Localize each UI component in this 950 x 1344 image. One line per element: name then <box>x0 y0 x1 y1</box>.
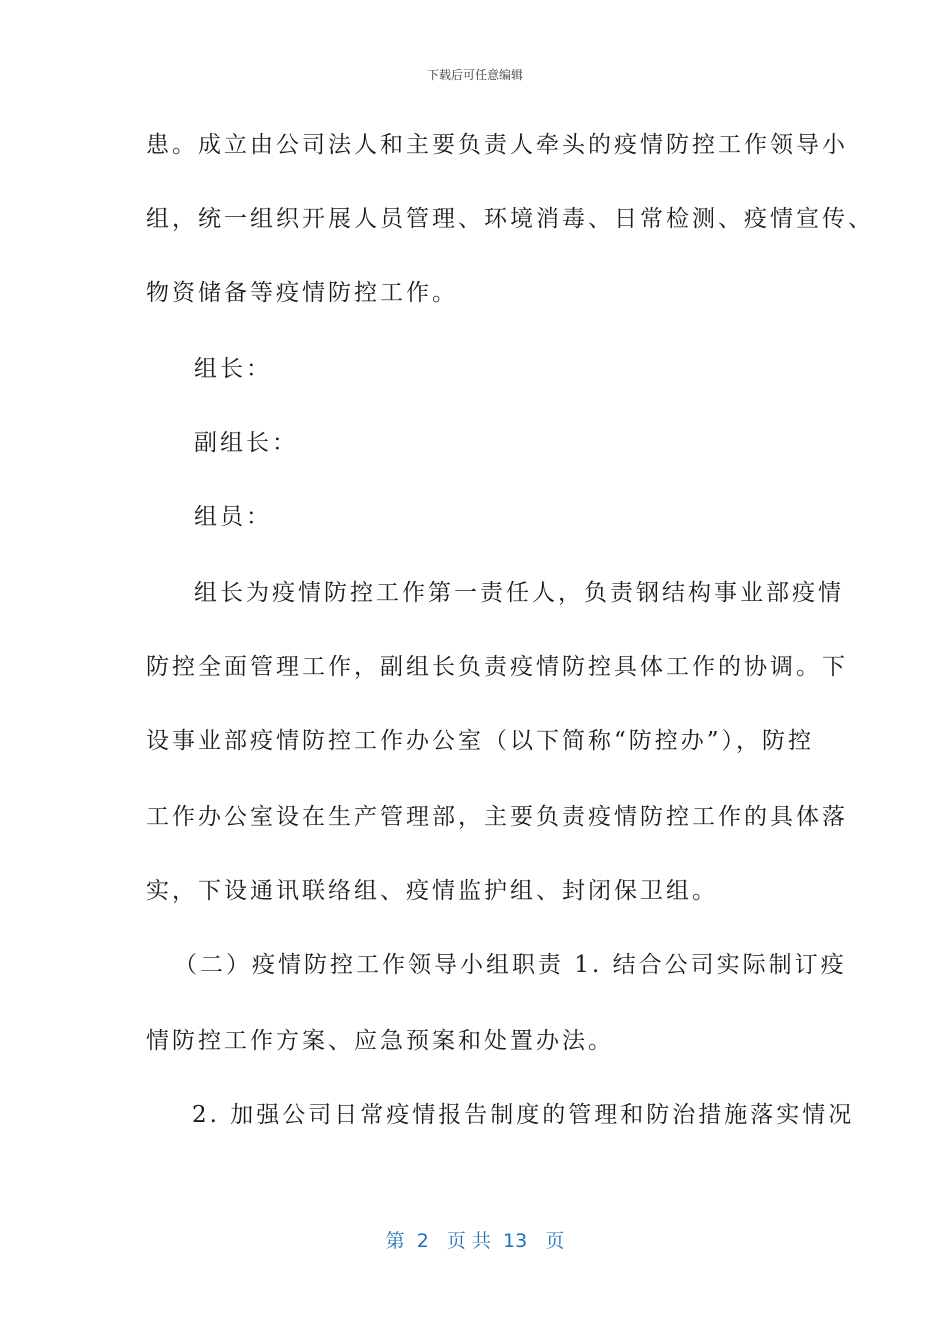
paragraph-line: 情防控工作方案、应急预案和处置办法。 <box>146 1028 614 1054</box>
deputy-leader-label: 副组长： <box>194 430 298 456</box>
paragraph-line: 设事业部疫情防控工作办公室（以下简称“防控办”），防控 <box>146 728 815 754</box>
paragraph-line: 实，下设通讯联络组、疫情监护组、封闭保卫组。 <box>146 878 718 904</box>
paragraph-line: 防控全面管理工作，副组长负责疫情防控具体工作的协调。下 <box>146 654 848 680</box>
members-label: 组员： <box>194 504 272 530</box>
team-leader-label: 组长： <box>194 356 272 382</box>
page-header: 下载后可任意编辑 <box>426 68 523 82</box>
paragraph-line: 2. 加强公司日常疫情报告制度的管理和防治措施落实情况 <box>192 1102 855 1128</box>
section-heading-line: （二）疫情防控工作领导小组职责 1. 结合公司实际制订疫 <box>174 952 847 978</box>
paragraph-line: 组长为疫情防控工作第一责任人，负责钢结构事业部疫情 <box>194 580 844 606</box>
paragraph-line: 组，统一组织开展人员管理、环境消毒、日常检测、疫情宣传、 <box>146 206 874 232</box>
paragraph-line: 物资储备等疫情防控工作。 <box>146 280 458 306</box>
paragraph-line: 患。成立由公司法人和主要负责人牵头的疫情防控工作领导小 <box>146 132 848 158</box>
page-number-footer: 第 2 页 共 13 页 <box>385 1230 565 1252</box>
paragraph-line: 工作办公室设在生产管理部，主要负责疫情防控工作的具体落 <box>146 804 848 830</box>
